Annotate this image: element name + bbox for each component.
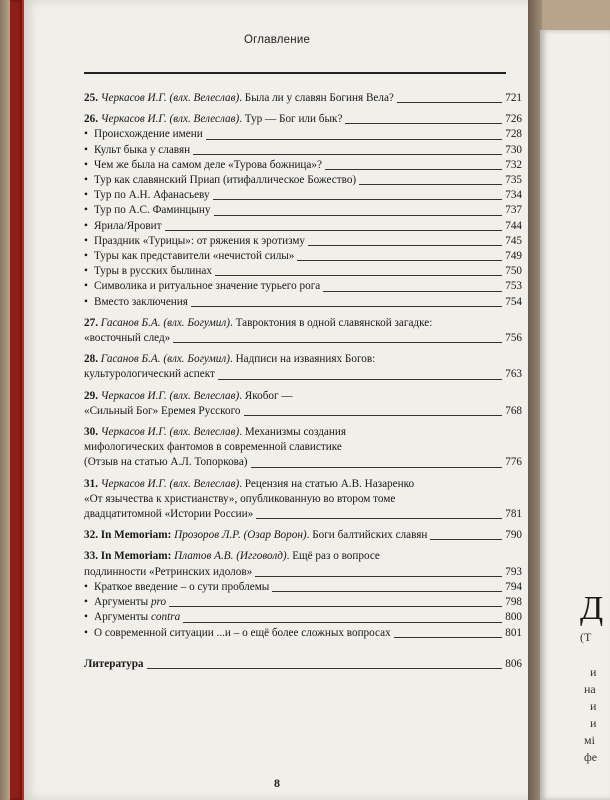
- toc-subentry: [84, 188, 522, 203]
- toc-page-number: 794: [505, 580, 522, 593]
- toc-leader: [206, 138, 503, 140]
- toc-leader: [255, 575, 502, 577]
- toc-entry-number: 29.: [84, 389, 101, 402]
- toc-page-number: 776: [505, 456, 522, 469]
- toc-entry: [84, 389, 522, 404]
- toc-entry-continuation: [84, 565, 522, 580]
- toc-page-number: 728: [505, 128, 522, 141]
- toc-entry-continuation: [84, 367, 522, 382]
- next-page-line: на: [584, 682, 596, 696]
- toc-leader: [215, 274, 502, 276]
- toc-entry-title: . Рецензия на статью А.В. Назаренко: [239, 477, 415, 490]
- toc-entry-alias: (влх. Велеслав): [169, 477, 240, 490]
- toc-subentry-title: Краткое введение – о сути проблемы: [94, 580, 270, 593]
- toc-page-number: 781: [505, 508, 522, 521]
- next-page-fragments: [580, 630, 598, 766]
- toc-leader: [359, 183, 502, 185]
- toc-leader: [214, 214, 503, 216]
- toc-page-number: 721: [505, 92, 522, 104]
- toc-entry-title: . Боги балтийских славян: [306, 529, 428, 542]
- toc-subentry: [84, 295, 522, 310]
- toc-page-number: 754: [505, 295, 522, 308]
- toc-entry-alias: (Озар Ворон): [243, 529, 307, 542]
- toc-subentry-title-italic: contra: [150, 611, 181, 624]
- toc-entry-alias: (влх. Велеслав): [169, 113, 240, 126]
- toc-page-number: 798: [505, 596, 522, 609]
- toc-subentry-title: Символика и ритуальное значение турьего рога: [94, 280, 321, 293]
- toc-entry-number: 32.: [84, 529, 101, 542]
- toc-page-number: 768: [505, 404, 522, 417]
- toc-subentry: [84, 127, 522, 142]
- toc-page-number: 806: [505, 657, 522, 670]
- next-page-letter: Д: [580, 590, 604, 627]
- toc-page-number: 735: [505, 174, 522, 187]
- toc-entry-title: . Тавроктония в одной славянской загадке:: [229, 316, 433, 329]
- toc-leader: [394, 636, 503, 638]
- table-of-contents: [84, 91, 522, 672]
- toc-entry-title-cont: подлинности «Ретринских идолов»: [84, 565, 253, 578]
- toc-page-number: 800: [505, 611, 522, 624]
- toc-entry-alias: (влх. Богумил): [163, 353, 230, 366]
- next-page-line: и: [590, 716, 597, 730]
- toc-entry-author: Черкасов И.Г.: [100, 426, 170, 439]
- toc-entry-continuation: [84, 492, 522, 507]
- toc-subentry: [84, 219, 522, 234]
- toc-entry: [84, 112, 522, 127]
- toc-entry-title: . Ещё раз о вопросе: [286, 550, 380, 563]
- toc-entry-author: Гасанов Б.А.: [100, 316, 164, 329]
- header-rule: [84, 72, 506, 74]
- toc-page-number: 750: [505, 265, 522, 278]
- toc-subentry-title: Тур как славянский Приап (итифаллическое Божество): [94, 174, 357, 187]
- toc-entry-alias: (влх. Велеслав): [169, 92, 240, 104]
- toc-entry-continuation: [84, 404, 522, 419]
- toc-entry-alias: (влх. Велеслав): [169, 389, 240, 402]
- toc-leader: [297, 259, 502, 261]
- toc-page-number: 744: [505, 219, 522, 232]
- toc-page-number: 737: [505, 204, 522, 217]
- toc-page-number: 790: [505, 529, 522, 542]
- toc-subentry: [84, 264, 522, 279]
- toc-leader: [251, 466, 503, 468]
- toc-page-number: 801: [505, 626, 522, 639]
- toc-entry-title: . Якобог —: [239, 389, 293, 402]
- toc-leader: [325, 168, 502, 170]
- toc-entry-number: 26.: [84, 113, 101, 126]
- toc-leader: [272, 590, 502, 592]
- toc-entry-title: . Была ли у славян Богиня Вела?: [239, 92, 394, 104]
- toc-leader: [308, 244, 502, 246]
- toc-subentry: [84, 173, 522, 188]
- toc-entry-number: 31.: [84, 477, 101, 490]
- toc-spacer: [84, 641, 522, 657]
- toc-entry-continuation: [84, 507, 522, 522]
- toc-entry-author: Черкасов И.Г.: [100, 113, 170, 126]
- next-page: [540, 30, 610, 800]
- toc-leader: [218, 378, 502, 380]
- toc-subentry-title: Тур по А.С. Фаминцыну: [94, 204, 211, 217]
- toc-subentry: [84, 249, 522, 264]
- toc-subentry: [84, 203, 522, 218]
- toc-entry-title: . Надписи на изваяниях Богов:: [229, 353, 376, 366]
- toc-subentry-title: Туры в русских былинах: [94, 265, 212, 278]
- toc-leader: [323, 290, 502, 292]
- toc-entry-title-cont: культурологический аспект: [84, 368, 215, 381]
- toc-memoriam-label: In Memoriam:: [100, 550, 175, 563]
- toc-entry-title-cont: «От язычества к христианству», опубликованную во втором томе: [84, 492, 396, 505]
- toc-entry-author: Прозоров Л.Р.: [174, 529, 244, 542]
- toc-entry-number: 25.: [84, 92, 101, 104]
- toc-subentry: [84, 610, 522, 625]
- toc-subentry: [84, 234, 522, 249]
- toc-subentry-title: Чем же была на самом деле «Турова божница»?: [94, 158, 322, 171]
- toc-entry-title: . Механизмы создания: [239, 426, 347, 439]
- toc-subentry: [84, 580, 522, 595]
- toc-entry-number: 30.: [84, 426, 101, 439]
- toc-subentry-title: О современной ситуации ...и – о ещё более сложных вопросах: [94, 626, 391, 639]
- toc-subentry-title: Ярила/Яровит: [94, 219, 162, 232]
- toc-entry-alias: (влх. Богумил): [163, 316, 230, 329]
- toc-page-number: 732: [505, 158, 522, 171]
- toc-page-number: 745: [505, 234, 522, 247]
- toc-entry: [84, 528, 522, 543]
- toc-leader: [173, 341, 502, 343]
- toc-leader: [165, 229, 503, 231]
- toc-page-number: 763: [505, 368, 522, 381]
- toc-entry-author: Гасанов Б.А.: [100, 353, 164, 366]
- toc-subentry: [84, 158, 522, 173]
- book-page: [24, 0, 530, 800]
- toc-page-number: 756: [505, 332, 522, 345]
- toc-subentry: [84, 626, 522, 641]
- toc-leader: [213, 198, 503, 200]
- toc-entry: [84, 316, 522, 331]
- toc-subentry: [84, 143, 522, 158]
- toc-page-number: 734: [505, 189, 522, 202]
- toc-literature: [84, 657, 522, 672]
- toc-subentry-title: Аргументы: [94, 611, 151, 624]
- next-page-line: фе: [584, 750, 598, 764]
- toc-entry-number: 28.: [84, 353, 101, 366]
- toc-subentry-title: Происхождение имени: [94, 128, 203, 141]
- toc-literature-title: Литература: [84, 657, 144, 670]
- toc-entry-alias: (влх. Велеслав): [169, 426, 240, 439]
- toc-entry-title-cont: двадцатитомной «Истории России»: [84, 508, 254, 521]
- toc-subentry-title: Туры как представители «нечистой силы»: [94, 250, 295, 263]
- toc-entry-alias: (Игговолд): [236, 550, 287, 563]
- next-page-line: и: [590, 665, 597, 679]
- toc-leader: [193, 153, 502, 155]
- toc-entry-author: Черкасов И.Г.: [100, 389, 170, 402]
- toc-page-number: 726: [505, 113, 522, 126]
- next-page-line: мі: [584, 733, 595, 747]
- toc-leader: [169, 605, 502, 607]
- toc-page-number: 730: [505, 143, 522, 156]
- toc-leader: [147, 667, 503, 669]
- toc-subentry: [84, 595, 522, 610]
- toc-entry-continuation: [84, 440, 522, 455]
- toc-entry-author: Платов А.В.: [174, 550, 237, 563]
- toc-entry-title-cont: (Отзыв на статью А.Л. Топоркова): [84, 456, 248, 469]
- toc-leader: [397, 101, 502, 103]
- toc-leader: [191, 305, 502, 307]
- toc-page-number: 753: [505, 280, 522, 293]
- toc-entry: [84, 352, 522, 367]
- next-page-paren: (Т: [580, 630, 592, 644]
- toc-leader: [345, 122, 502, 124]
- toc-subentry-title: Тур по А.Н. Афанасьеву: [94, 189, 210, 202]
- toc-entry: [84, 549, 522, 564]
- toc-entry-continuation: [84, 331, 522, 346]
- toc-leader: [183, 621, 502, 623]
- toc-entry-continuation: [84, 455, 522, 470]
- toc-entry-title-cont: «Сильный Бог» Еремея Русского: [84, 404, 241, 417]
- toc-entry: [84, 91, 522, 106]
- toc-entry-title-cont: мифологических фантомов в современной славистике: [84, 441, 342, 454]
- toc-memoriam-label: In Memoriam:: [100, 529, 175, 542]
- toc-entry-number: 27.: [84, 316, 101, 329]
- toc-subentry-title: Культ быка у славян: [94, 143, 191, 156]
- toc-leader: [244, 414, 503, 416]
- toc-leader: [256, 517, 502, 519]
- toc-leader: [430, 538, 502, 540]
- toc-entry-author: Черкасов И.Г.: [100, 92, 170, 104]
- toc-subentry-title: Аргументы: [94, 596, 151, 609]
- next-page-line: и: [590, 699, 597, 713]
- toc-subentry-title-italic: pro: [150, 596, 167, 609]
- toc-entry-title-cont: «восточный след»: [84, 332, 171, 345]
- toc-page-number: 749: [505, 250, 522, 263]
- toc-page-number: 793: [505, 565, 522, 578]
- toc-subentry-title: Праздник «Турицы»: от ряжения к эротизму: [94, 234, 306, 247]
- page-header: Оглавление: [243, 34, 311, 46]
- toc-entry-author: Черкасов И.Г.: [100, 477, 170, 490]
- toc-entry: [84, 477, 522, 492]
- toc-entry-number: 33.: [84, 550, 101, 563]
- toc-subentry-title: Вместо заключения: [94, 295, 188, 308]
- toc-entry: [84, 425, 522, 440]
- toc-entry-title: . Тур — Бог или бык?: [239, 113, 343, 126]
- page-number: 8: [274, 776, 280, 790]
- toc-subentry: [84, 279, 522, 294]
